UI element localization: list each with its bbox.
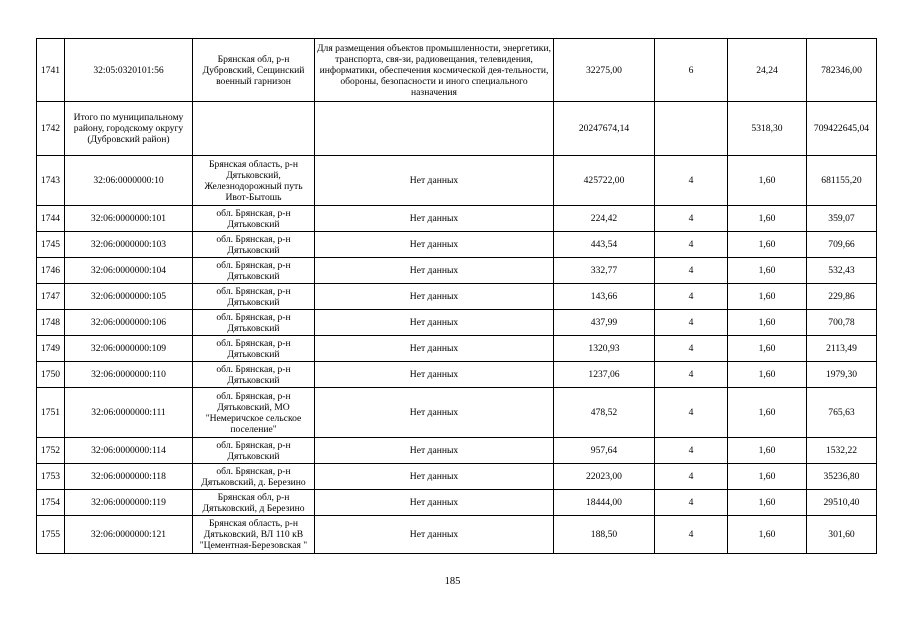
row-number: 1745	[37, 232, 65, 258]
area: 143,66	[554, 284, 655, 310]
group: 4	[655, 516, 728, 554]
permitted-use	[315, 102, 554, 156]
permitted-use: Нет данных	[315, 336, 554, 362]
area: 437,99	[554, 310, 655, 336]
permitted-use: Нет данных	[315, 310, 554, 336]
area: 22023,00	[554, 464, 655, 490]
cadastral-number: 32:05:0320101:56	[65, 39, 193, 102]
permitted-use: Нет данных	[315, 388, 554, 438]
amount: 1532,22	[807, 438, 877, 464]
group: 4	[655, 310, 728, 336]
amount: 681155,20	[807, 156, 877, 206]
address: Брянская область, р-н Дятьковский, ВЛ 110 кВ "Цементная-Березовская "	[193, 516, 315, 554]
address: Брянская обл, р-н Дятьковский, д Березино	[193, 490, 315, 516]
table-row	[37, 490, 877, 516]
address: обл. Брянская, р-н Дятьковский	[193, 336, 315, 362]
group: 4	[655, 438, 728, 464]
group: 4	[655, 362, 728, 388]
address: обл. Брянская, р-н Дятьковский	[193, 206, 315, 232]
address: обл. Брянская, р-н Дятьковский	[193, 438, 315, 464]
cadastral-number: 32:06:0000000:111	[65, 388, 193, 438]
amount: 359,07	[807, 206, 877, 232]
rate: 1,60	[728, 388, 807, 438]
rate: 1,60	[728, 438, 807, 464]
row-number: 1744	[37, 206, 65, 232]
address	[193, 102, 315, 156]
total-label: Итого по муниципальному району, городскому округу (Дубровский район)	[65, 102, 193, 156]
permitted-use: Нет данных	[315, 516, 554, 554]
rate: 24,24	[728, 39, 807, 102]
table-row	[37, 310, 877, 336]
group: 4	[655, 388, 728, 438]
amount: 700,78	[807, 310, 877, 336]
area: 957,64	[554, 438, 655, 464]
rate: 1,60	[728, 362, 807, 388]
group: 4	[655, 284, 728, 310]
group	[655, 102, 728, 156]
group: 4	[655, 336, 728, 362]
amount: 782346,00	[807, 39, 877, 102]
table-row	[37, 284, 877, 310]
address: Брянская область, р-н Дятьковский, Железнодорожный путь Ивот-Бытошь	[193, 156, 315, 206]
address: обл. Брянская, р-н Дятьковский	[193, 362, 315, 388]
cadastral-number: 32:06:0000000:114	[65, 438, 193, 464]
row-number: 1741	[37, 39, 65, 102]
cadastral-number: 32:06:0000000:105	[65, 284, 193, 310]
row-number: 1750	[37, 362, 65, 388]
amount: 29510,40	[807, 490, 877, 516]
permitted-use: Нет данных	[315, 258, 554, 284]
group: 6	[655, 39, 728, 102]
rate: 1,60	[728, 284, 807, 310]
address: Брянская обл, р-н Дубровский, Сещинский военный гарнизон	[193, 39, 315, 102]
row-number: 1755	[37, 516, 65, 554]
rate: 1,60	[728, 232, 807, 258]
table-row-total	[37, 102, 877, 156]
land-cadastre-table-page	[36, 38, 877, 554]
cadastral-number: 32:06:0000000:110	[65, 362, 193, 388]
rate: 1,60	[728, 206, 807, 232]
rate: 5318,30	[728, 102, 807, 156]
cadastral-number: 32:06:0000000:106	[65, 310, 193, 336]
group: 4	[655, 464, 728, 490]
table-row	[37, 258, 877, 284]
cadastral-number: 32:06:0000000:119	[65, 490, 193, 516]
row-number: 1742	[37, 102, 65, 156]
rate: 1,60	[728, 156, 807, 206]
permitted-use: Нет данных	[315, 464, 554, 490]
address: обл. Брянская, р-н Дятьковский	[193, 232, 315, 258]
area: 478,52	[554, 388, 655, 438]
address: обл. Брянская, р-н Дятьковский	[193, 284, 315, 310]
table-row	[37, 388, 877, 438]
amount: 709,66	[807, 232, 877, 258]
table-row	[37, 206, 877, 232]
cadastral-number: 32:06:0000000:101	[65, 206, 193, 232]
area: 425722,00	[554, 156, 655, 206]
cadastral-number: 32:06:0000000:109	[65, 336, 193, 362]
rate: 1,60	[728, 516, 807, 554]
table-row	[37, 156, 877, 206]
address: обл. Брянская, р-н Дятьковский	[193, 310, 315, 336]
table-row	[37, 232, 877, 258]
area: 224,42	[554, 206, 655, 232]
address: обл. Брянская, р-н Дятьковский, МО "Немеричское сельское поселение"	[193, 388, 315, 438]
cadastral-number: 32:06:0000000:104	[65, 258, 193, 284]
table-row	[37, 336, 877, 362]
group: 4	[655, 232, 728, 258]
table-row	[37, 39, 877, 102]
rate: 1,60	[728, 310, 807, 336]
permitted-use: Нет данных	[315, 206, 554, 232]
amount: 1979,30	[807, 362, 877, 388]
cadastral-number: 32:06:0000000:121	[65, 516, 193, 554]
table-row	[37, 438, 877, 464]
cadastral-number: 32:06:0000000:10	[65, 156, 193, 206]
table-row	[37, 362, 877, 388]
group: 4	[655, 206, 728, 232]
permitted-use: Нет данных	[315, 232, 554, 258]
row-number: 1754	[37, 490, 65, 516]
row-number: 1751	[37, 388, 65, 438]
area: 20247674,14	[554, 102, 655, 156]
address: обл. Брянская, р-н Дятьковский, д. Березино	[193, 464, 315, 490]
address: обл. Брянская, р-н Дятьковский	[193, 258, 315, 284]
row-number: 1752	[37, 438, 65, 464]
area: 1237,06	[554, 362, 655, 388]
table-row	[37, 464, 877, 490]
land-plots-table	[36, 38, 877, 554]
group: 4	[655, 490, 728, 516]
area: 188,50	[554, 516, 655, 554]
amount: 765,63	[807, 388, 877, 438]
permitted-use: Нет данных	[315, 438, 554, 464]
row-number: 1746	[37, 258, 65, 284]
area: 332,77	[554, 258, 655, 284]
amount: 532,43	[807, 258, 877, 284]
rate: 1,60	[728, 336, 807, 362]
rate: 1,60	[728, 490, 807, 516]
page-number: 185	[444, 576, 461, 587]
area: 18444,00	[554, 490, 655, 516]
group: 4	[655, 258, 728, 284]
row-number: 1748	[37, 310, 65, 336]
amount: 2113,49	[807, 336, 877, 362]
area: 443,54	[554, 232, 655, 258]
cadastral-number: 32:06:0000000:103	[65, 232, 193, 258]
cadastral-number: 32:06:0000000:118	[65, 464, 193, 490]
row-number: 1753	[37, 464, 65, 490]
amount: 35236,80	[807, 464, 877, 490]
rate: 1,60	[728, 258, 807, 284]
row-number: 1743	[37, 156, 65, 206]
permitted-use: Нет данных	[315, 490, 554, 516]
permitted-use: Для размещения объектов промышленности, энергетики, транспорта, свя-зи, радиовещания, телевидения, информатики, обеспечения космической дея-тельности, обороны, безопасности и иного специального назначения	[315, 39, 554, 102]
amount: 229,86	[807, 284, 877, 310]
permitted-use: Нет данных	[315, 284, 554, 310]
amount: 709422645,04	[807, 102, 877, 156]
area: 1320,93	[554, 336, 655, 362]
area: 32275,00	[554, 39, 655, 102]
rate: 1,60	[728, 464, 807, 490]
row-number: 1749	[37, 336, 65, 362]
permitted-use: Нет данных	[315, 362, 554, 388]
row-number: 1747	[37, 284, 65, 310]
table-row	[37, 516, 877, 554]
permitted-use: Нет данных	[315, 156, 554, 206]
amount: 301,60	[807, 516, 877, 554]
group: 4	[655, 156, 728, 206]
